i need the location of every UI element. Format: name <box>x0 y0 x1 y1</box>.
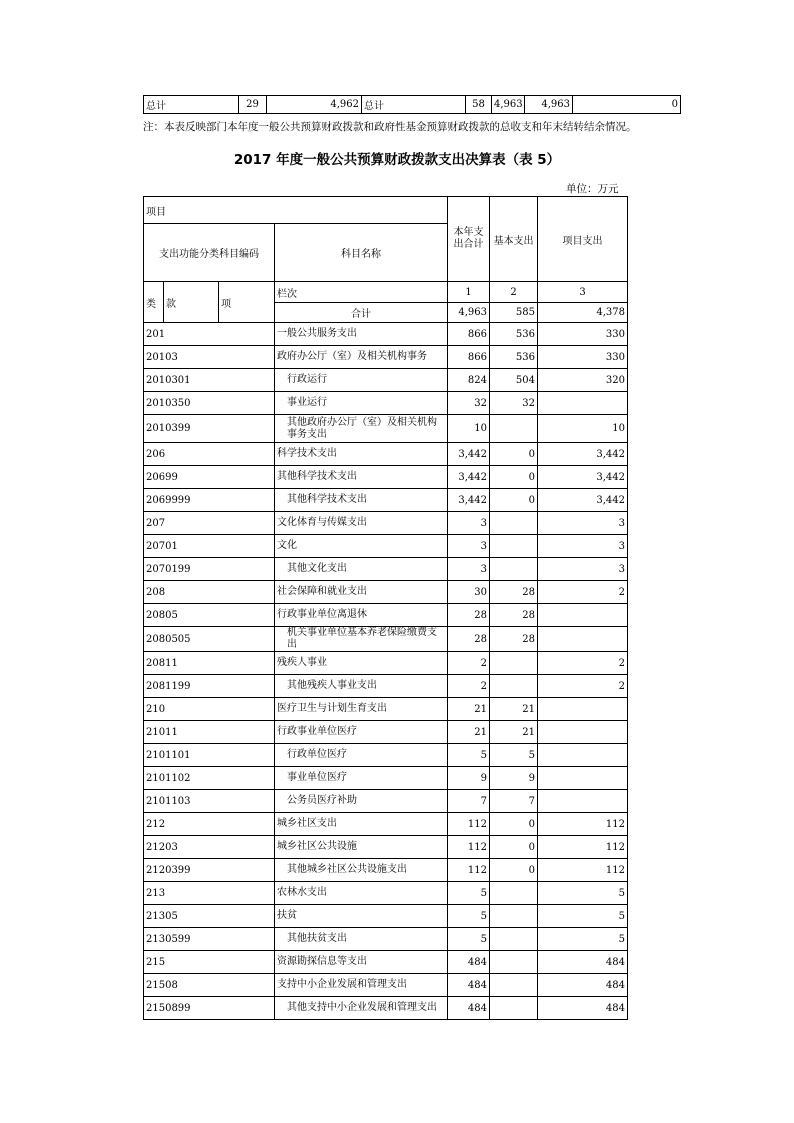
row-name: 事业单位医疗 <box>275 767 448 790</box>
row-basic <box>490 928 538 951</box>
row-code: 2081199 <box>144 675 275 698</box>
row-code: 20103 <box>144 346 275 369</box>
table-row <box>144 974 628 997</box>
header-row-lanci <box>144 282 628 303</box>
row-total: 3,442 <box>448 466 490 489</box>
row-project: 484 <box>538 951 628 974</box>
row-project: 10 <box>538 415 628 443</box>
table-row <box>144 443 628 466</box>
row-project <box>538 790 628 813</box>
row-project: 484 <box>538 997 628 1020</box>
row-project: 5 <box>538 928 628 951</box>
total-amount-left: 4,962 <box>267 96 362 114</box>
row-total: 3,442 <box>448 443 490 466</box>
row-total: 112 <box>448 836 490 859</box>
row-code: 215 <box>144 951 275 974</box>
row-total: 5 <box>448 882 490 905</box>
top-total-table <box>143 95 681 114</box>
row-total: 866 <box>448 346 490 369</box>
table-row <box>144 813 628 836</box>
row-basic: 504 <box>490 369 538 392</box>
row-code: 2010301 <box>144 369 275 392</box>
total-count-right: 58 <box>466 96 492 114</box>
row-code: 210 <box>144 698 275 721</box>
row-name: 行政单位医疗 <box>275 744 448 767</box>
row-project: 2 <box>538 675 628 698</box>
row-code: 21508 <box>144 974 275 997</box>
row-total: 3 <box>448 535 490 558</box>
table-row <box>144 512 628 535</box>
row-total: 5 <box>448 905 490 928</box>
table-row <box>144 604 628 627</box>
row-name: 一般公共服务支出 <box>275 323 448 346</box>
row-name: 城乡社区公共设施 <box>275 836 448 859</box>
row-total: 5 <box>448 744 490 767</box>
row-name: 科学技术支出 <box>275 443 448 466</box>
row-project: 3 <box>538 558 628 581</box>
row-project: 112 <box>538 836 628 859</box>
row-basic <box>490 512 538 535</box>
row-project: 112 <box>538 813 628 836</box>
table-row <box>144 558 628 581</box>
row-total: 3 <box>448 558 490 581</box>
row-total: 3 <box>448 512 490 535</box>
row-code: 213 <box>144 882 275 905</box>
table-row <box>144 997 628 1020</box>
row-name: 城乡社区支出 <box>275 813 448 836</box>
row-code: 2101103 <box>144 790 275 813</box>
header-num-3: 3 <box>538 282 628 303</box>
row-code: 208 <box>144 581 275 604</box>
row-total: 7 <box>448 790 490 813</box>
row-project: 2 <box>538 652 628 675</box>
row-name: 政府办公厅（室）及相关机构事务 <box>275 346 448 369</box>
row-basic: 0 <box>490 489 538 512</box>
grand-total-total: 4,963 <box>448 303 490 323</box>
table-note: 注：本表反映部门本年度一般公共预算财政拨款和政府性基金预算财政拨款的总收支和年末结转结余情况。 <box>143 121 637 133</box>
row-total: 28 <box>448 627 490 652</box>
row-basic: 21 <box>490 721 538 744</box>
row-project <box>538 744 628 767</box>
row-basic: 28 <box>490 604 538 627</box>
table-row <box>144 675 628 698</box>
row-basic: 536 <box>490 323 538 346</box>
row-name: 其他支持中小企业发展和管理支出 <box>275 997 448 1020</box>
total-amount-right-3: 0 <box>573 96 681 114</box>
row-basic <box>490 951 538 974</box>
grand-total-basic: 585 <box>490 303 538 323</box>
row-name: 支持中小企业发展和管理支出 <box>275 974 448 997</box>
row-total: 824 <box>448 369 490 392</box>
row-code: 2010350 <box>144 392 275 415</box>
row-basic <box>490 535 538 558</box>
row-basic: 0 <box>490 836 538 859</box>
header-lanci: 栏次 <box>275 282 448 303</box>
row-code: 2101101 <box>144 744 275 767</box>
row-project <box>538 767 628 790</box>
row-code: 212 <box>144 813 275 836</box>
grand-total-project: 4,378 <box>538 303 628 323</box>
row-code: 21305 <box>144 905 275 928</box>
row-name: 文化 <box>275 535 448 558</box>
row-basic: 0 <box>490 813 538 836</box>
row-total: 484 <box>448 951 490 974</box>
table-row <box>144 905 628 928</box>
table-row <box>144 535 628 558</box>
row-project: 3,442 <box>538 489 628 512</box>
row-code: 21011 <box>144 721 275 744</box>
row-basic: 0 <box>490 443 538 466</box>
row-name: 行政运行 <box>275 369 448 392</box>
table-row <box>144 882 628 905</box>
row-code: 2120399 <box>144 859 275 882</box>
row-code: 20699 <box>144 466 275 489</box>
row-total: 30 <box>448 581 490 604</box>
row-name: 其他残疾人事业支出 <box>275 675 448 698</box>
top-total-row <box>144 96 681 114</box>
header-col-total: 本年支出合计 <box>448 197 490 282</box>
row-total: 2 <box>448 652 490 675</box>
row-basic: 7 <box>490 790 538 813</box>
row-total: 5 <box>448 928 490 951</box>
row-basic: 9 <box>490 767 538 790</box>
header-kuan: 款 <box>164 282 219 323</box>
row-name: 其他科学技术支出 <box>275 466 448 489</box>
total-amount-right-1: 4,963 <box>492 96 525 114</box>
row-code: 201 <box>144 323 275 346</box>
row-code: 2150899 <box>144 997 275 1020</box>
row-code: 2069999 <box>144 489 275 512</box>
row-basic: 32 <box>490 392 538 415</box>
table-row <box>144 652 628 675</box>
row-basic: 28 <box>490 627 538 652</box>
table-row <box>144 392 628 415</box>
row-project: 330 <box>538 346 628 369</box>
row-basic <box>490 652 538 675</box>
header-row-project <box>144 197 628 224</box>
row-basic: 0 <box>490 466 538 489</box>
row-name: 事业运行 <box>275 392 448 415</box>
table-row <box>144 466 628 489</box>
table-row <box>144 767 628 790</box>
row-basic: 5 <box>490 744 538 767</box>
total-amount-right-2: 4,963 <box>525 96 573 114</box>
unit-label: 单位：万元 <box>566 183 619 195</box>
header-num-2: 2 <box>490 282 538 303</box>
row-project: 3 <box>538 535 628 558</box>
row-basic: 536 <box>490 346 538 369</box>
row-total: 3,442 <box>448 489 490 512</box>
row-project: 320 <box>538 369 628 392</box>
table-row <box>144 836 628 859</box>
row-code: 21203 <box>144 836 275 859</box>
header-project: 项目 <box>144 197 448 224</box>
row-name: 其他扶贫支出 <box>275 928 448 951</box>
row-project <box>538 392 628 415</box>
table-row <box>144 744 628 767</box>
row-project <box>538 698 628 721</box>
table-row <box>144 489 628 512</box>
row-basic: 21 <box>490 698 538 721</box>
row-name: 其他科学技术支出 <box>275 489 448 512</box>
table-row <box>144 790 628 813</box>
row-code: 20811 <box>144 652 275 675</box>
header-col-project: 项目支出 <box>538 197 628 282</box>
row-code: 2130599 <box>144 928 275 951</box>
row-basic: 0 <box>490 859 538 882</box>
table-row <box>144 698 628 721</box>
row-basic: 28 <box>490 581 538 604</box>
header-lei: 类 <box>144 282 164 323</box>
row-code: 207 <box>144 512 275 535</box>
row-project: 3 <box>538 512 628 535</box>
row-total: 112 <box>448 859 490 882</box>
row-project: 3,442 <box>538 466 628 489</box>
row-total: 2 <box>448 675 490 698</box>
row-name: 残疾人事业 <box>275 652 448 675</box>
row-name: 农林水支出 <box>275 882 448 905</box>
row-project: 3,442 <box>538 443 628 466</box>
row-project: 484 <box>538 974 628 997</box>
expenditure-table <box>143 196 628 1020</box>
row-name: 行政事业单位离退休 <box>275 604 448 627</box>
header-name: 科目名称 <box>275 224 448 282</box>
page-title: 2017 年度一般公共预算财政拨款支出决算表（表 5） <box>233 152 561 168</box>
row-code: 2070199 <box>144 558 275 581</box>
row-project <box>538 721 628 744</box>
row-code: 206 <box>144 443 275 466</box>
row-total: 9 <box>448 767 490 790</box>
table-row <box>144 951 628 974</box>
row-total: 32 <box>448 392 490 415</box>
grand-total-label: 合计 <box>275 303 448 323</box>
row-code: 2010399 <box>144 415 275 443</box>
total-count-left: 29 <box>239 96 267 114</box>
table-row <box>144 323 628 346</box>
row-code: 2101102 <box>144 767 275 790</box>
table-row <box>144 581 628 604</box>
table-row <box>144 859 628 882</box>
row-basic <box>490 415 538 443</box>
row-project: 5 <box>538 905 628 928</box>
table-row <box>144 627 628 652</box>
row-total: 484 <box>448 974 490 997</box>
row-basic <box>490 974 538 997</box>
row-name: 资源勘探信息等支出 <box>275 951 448 974</box>
row-name: 其他城乡社区公共设施支出 <box>275 859 448 882</box>
row-total: 21 <box>448 698 490 721</box>
row-project: 330 <box>538 323 628 346</box>
row-name: 行政事业单位医疗 <box>275 721 448 744</box>
header-num-1: 1 <box>448 282 490 303</box>
row-total: 28 <box>448 604 490 627</box>
table-row <box>144 415 628 443</box>
header-xiang: 项 <box>219 282 275 323</box>
row-name: 其他文化支出 <box>275 558 448 581</box>
row-code: 20805 <box>144 604 275 627</box>
row-code: 2080505 <box>144 627 275 652</box>
row-name: 其他政府办公厅（室）及相关机构事务支出 <box>275 415 448 443</box>
header-col-basic: 基本支出 <box>490 197 538 282</box>
row-project <box>538 604 628 627</box>
row-name: 社会保障和就业支出 <box>275 581 448 604</box>
row-basic <box>490 997 538 1020</box>
table-row <box>144 346 628 369</box>
table-row <box>144 369 628 392</box>
row-total: 10 <box>448 415 490 443</box>
row-total: 866 <box>448 323 490 346</box>
row-name: 医疗卫生与计划生育支出 <box>275 698 448 721</box>
header-code: 支出功能分类科目编码 <box>144 224 275 282</box>
row-project: 5 <box>538 882 628 905</box>
row-project <box>538 627 628 652</box>
row-name: 扶贫 <box>275 905 448 928</box>
row-total: 112 <box>448 813 490 836</box>
row-project: 2 <box>538 581 628 604</box>
row-name: 文化体育与传媒支出 <box>275 512 448 535</box>
row-total: 484 <box>448 997 490 1020</box>
total-label-right: 总计 <box>362 96 466 114</box>
row-name: 机关事业单位基本养老保险缴费支出 <box>275 627 448 652</box>
row-name: 公务员医疗补助 <box>275 790 448 813</box>
row-project: 112 <box>538 859 628 882</box>
row-code: 20701 <box>144 535 275 558</box>
row-basic <box>490 882 538 905</box>
table-row <box>144 721 628 744</box>
row-total: 21 <box>448 721 490 744</box>
table-row <box>144 928 628 951</box>
total-label-left: 总计 <box>144 96 239 114</box>
row-basic <box>490 675 538 698</box>
row-basic <box>490 558 538 581</box>
row-basic <box>490 905 538 928</box>
